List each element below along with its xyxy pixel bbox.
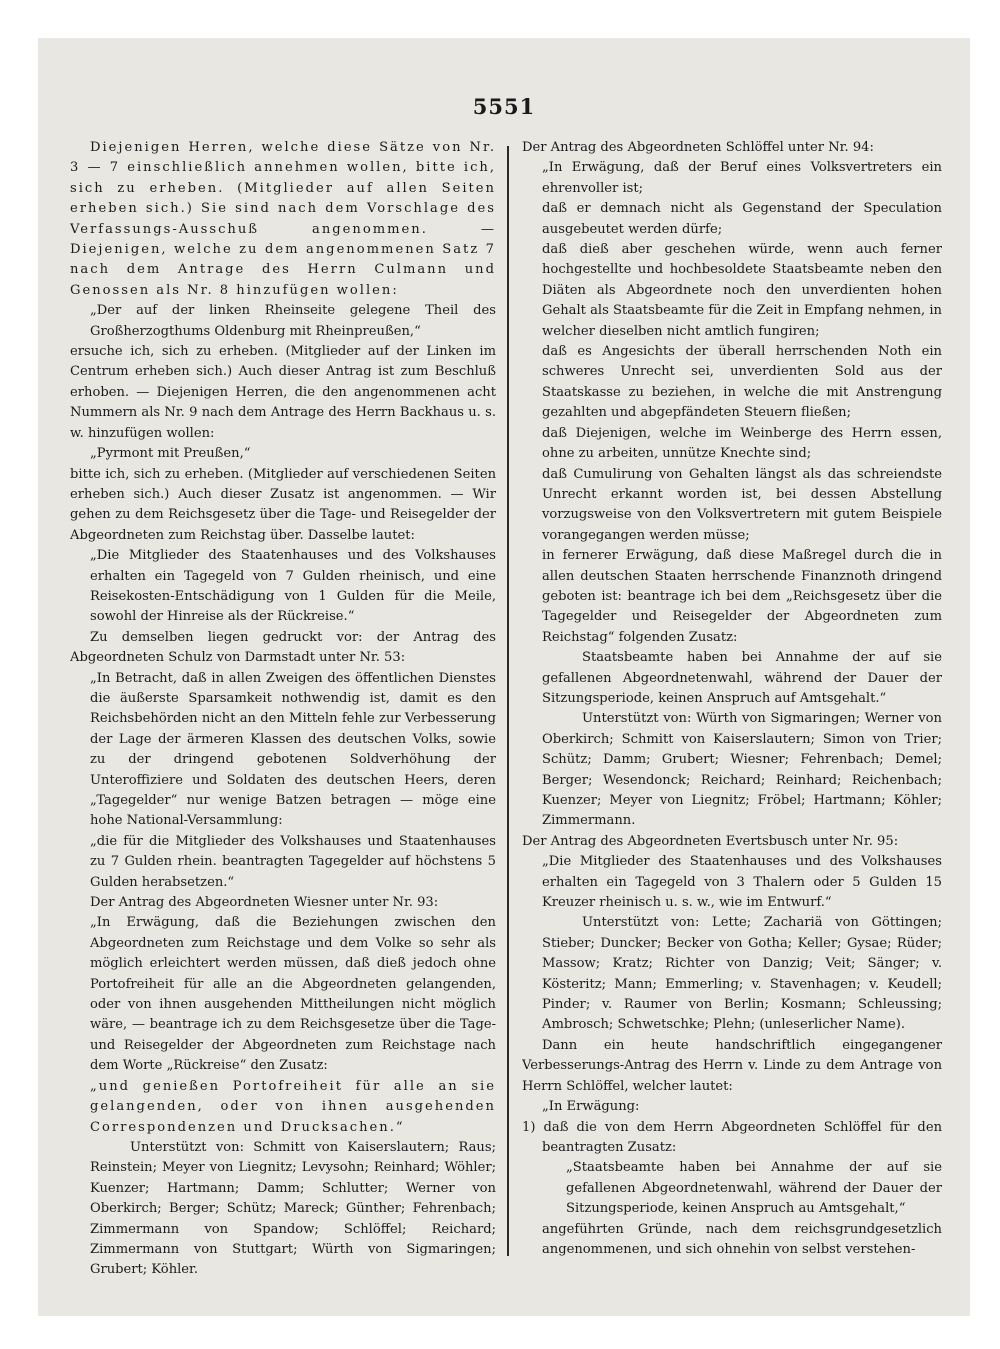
supporters-list: Unterstützt von: Würth von Sigmaringen; Werner von Oberkirch; Schmitt von Kaiserslautern; Simon von Trier; Schütz; Damm; Grubert; Wiesner; Fehrenbach; Demel; Berger; Wesendonck; Reichard; Reinhard; Reichenbach; Kuenzer; Meyer von Liegnitz; Fröbel; Hartmann; Köhler; Zimmermann. — [542, 711, 942, 829]
scanned-page — [38, 38, 970, 1316]
quoted-motion: daß Diejenigen, welche im Weinberge des Herrn essen, ohne zu arbeiten, unnütze Knechte sind; — [542, 425, 942, 462]
quoted-motion: „und genießen Portofreiheit für alle an sie gelangenden, oder von ihnen ausgehenden Correspondenzen und Drucksachen.“ — [90, 1078, 496, 1135]
paragraph: Diejenigen Herren, welche diese Sätze von Nr. 3 — 7 einschließlich annehmen wollen, bitte ich, sich zu erheben. (Mitglieder auf allen Seiten erheben sich.) Sie sind nach dem Vorschlage des Verfassungs-Ausschuß angenommen. — Diejenigen, welche zu dem angenommenen Satz 7 nach dem Antrage des Herrn Culmann und Genossen als Nr. 8 hinzufügen wollen: — [70, 140, 496, 298]
quoted-motion: daß es Angesichts der überall herrschenden Noth ein schweres Unrecht sei, unverdienten Sold aus der Staatskasse zu beziehen, in welche die mit Anstrengung gezahlten und abgepfändeten Steuern fließen; — [542, 344, 942, 421]
quoted-motion: „die für die Mitglieder des Volkshauses und Staatenhauses zu 7 Gulden rhein. beantragten Tagegelder auf höchstens 5 Gulden herabsetzen.“ — [90, 833, 496, 890]
quoted-motion: „In Betracht, daß in allen Zweigen des öffentlichen Dienstes die äußerste Sparsamkeit nothwendig ist, damit es den Reichsbehörden nicht an den Mitteln fehle zur Verbesserung der Lage der ärmeren Klassen des deutschen Volks, sowie zu der dringend gebotenen Soldverhöhung der Unteroffiziere und Soldaten des deutschen Heers, deren „Tagegelder“ nur wenige Batzen betragen — möge eine hohe National-Versammlung: — [90, 670, 496, 829]
quoted-motion: „Die Mitglieder des Staatenhauses und des Volkshauses erhalten ein Tagegeld von 3 Thalern oder 5 Gulden 15 Kreuzer rheinisch u. s. w., wie im Entwurf.“ — [542, 854, 942, 911]
quoted-motion: „In Erwägung: — [542, 1099, 640, 1115]
paragraph: angeführten Gründe, nach dem reichsgrundgesetzlich angenommenen, und sich ohnehin von selbst verstehen- — [542, 1221, 942, 1257]
quoted-motion: „Der auf der linken Rheinseite gelegene Theil des Großherzogthums Oldenburg mit Rheinpreußen,“ — [90, 303, 496, 339]
paragraph: Zu demselben liegen gedruckt vor: der Antrag des Abgeordneten Schulz von Darmstadt unter Nr. 53: — [70, 629, 496, 666]
paragraph: ersuche ich, sich zu erheben. (Mitglieder auf der Linken im Centrum erheben sich.) Auch dieser Antrag ist zum Beschluß erhoben. — Diejenigen Herren, die den angenommenen acht Nummern als Nr. 9 nach dem Antrage des Herrn Backhaus u. s. w. hinzufügen wollen: — [70, 344, 496, 441]
quoted-motion: daß Cumulirung von Gehalten längst als das schreiendste Unrecht erkannt worden ist, bei dessen Abstellung vorzugsweise von den Volksvertretern mit gutem Beispiele vorangegangen werden müsse; — [542, 466, 942, 543]
quoted-motion: Staatsbeamte haben bei Annahme der auf sie gefallenen Abgeordnetenwahl, während der Dauer der Sitzungsperiode, keinen Anspruch auf Amtsgehalt.“ — [542, 650, 942, 706]
quoted-motion: in fernerer Erwägung, daß diese Maßregel durch die in allen deutschen Staaten herrschende Finanznoth dringend geboten ist: beantrage ich bei dem „Reichsgesetz über die Tagegelder und Reisegelder der Abgeordneten zum Reichstag“ folgenden Zusatz: — [542, 548, 942, 645]
right-column — [522, 138, 942, 1260]
quoted-motion: daß er demnach nicht als Gegenstand der Speculation ausgebeutet werden dürfe; — [542, 201, 942, 237]
supporters-list: Unterstützt von: Lette; Zachariä von Göttingen; Stieber; Duncker; Becker von Gotha; Keller; Gysae; Rüder; Massow; Kratz; Richter von Danzig; Veit; Sänger; v. Kösteritz; Mann; Emmerling; v. Stavenhagen; v. Keudell; Pinder; v. Raumer von Berlin; Kosmann; Schleussing; Ambrosch; Schwetschke; Plehn; (unleserlicher Name). — [542, 915, 942, 1033]
quoted-motion: „In Erwägung, daß der Beruf eines Volksvertreters ein ehrenvoller ist; — [542, 160, 942, 196]
quoted-motion: „Staatsbeamte haben bei Annahme der auf sie gefallenen Abgeordnetenwahl, während der Dauer der Sitzungsperiode, keinen Anspruch au Amtsgehalt,“ — [566, 1160, 942, 1217]
paragraph: Dann ein heute handschriftlich eingegangener Verbesserungs-Antrag des Herrn v. Linde zu dem Antrage von Herrn Schlöffel, welcher lautet: — [522, 1037, 942, 1094]
numbered-item: 1) daß die von dem Herrn Abgeordneten Schlöffel für den beantragten Zusatz: — [522, 1119, 942, 1155]
paragraph: Der Antrag des Abgeordneten Evertsbusch unter Nr. 95: — [522, 833, 899, 849]
supporters-list: Unterstützt von: Schmitt von Kaiserslautern; Raus; Reinstein; Meyer von Liegnitz; Levysohn; Reinhard; Wöhler; Kuenzer; Hartmann; Damm; Schlutter; Werner von Oberkirch; Berger; Schütz; Mareck; Günther; Fehrenbach; Zimmermann von Spandow; Schlöffel; Reichard; Zimmermann von Stuttgart; Würth von Sigmaringen; Grubert; Köhler. — [90, 1139, 496, 1278]
paragraph: Der Antrag des Abgeordneten Wiesner unter Nr. 93: — [90, 895, 439, 911]
column-divider — [507, 146, 509, 1256]
quoted-motion: daß dieß aber geschehen würde, wenn auch ferner hochgestellte und hochbesoldete Staatsbeamte neben den Diäten als Abgeordnete noch den unverdienten hohen Gehalt als Staatsbeamte für die Zeit in Empfang nehmen, in welcher dieselben nicht amtlich fungiren; — [542, 242, 942, 339]
paragraph: bitte ich, sich zu erheben. (Mitglieder auf verschiedenen Seiten erheben sich.) Auch dieser Zusatz ist angenommen. — Wir gehen zu dem Reichsgesetz über die Tage- und Reisegelder der Abgeordneten zum Reichstag über. Dasselbe lautet: — [70, 466, 496, 543]
quoted-motion: „In Erwägung, daß die Beziehungen zwischen den Abgeordneten zum Reichstage und dem Volke so sehr als möglich erleichtert werden müssen, daß dieß jedoch ohne Portofreiheit für alle an die Abgeordneten gelangenden, oder von ihnen ausgehenden Mittheilungen nicht möglich wäre, — beantrage ich zu dem Reichsgesetze über die Tage- und Reisegelder der Abgeordneten zum Reichstage nach dem Worte „Rückreise“ den Zusatz: — [90, 915, 496, 1074]
page-number: 5551 — [472, 94, 536, 119]
quoted-motion: „Pyrmont mit Preußen,“ — [90, 446, 251, 462]
left-column — [70, 138, 496, 1281]
quoted-motion: „Die Mitglieder des Staatenhauses und des Volkshauses erhalten ein Tagegeld von 7 Gulden rheinisch, und eine Reisekosten-Entschädigung von 1 Gulden für die Meile, sowohl der Hinreise als der Rückreise.“ — [90, 548, 496, 625]
paragraph: Der Antrag des Abgeordneten Schlöffel unter Nr. 94: — [522, 140, 874, 155]
